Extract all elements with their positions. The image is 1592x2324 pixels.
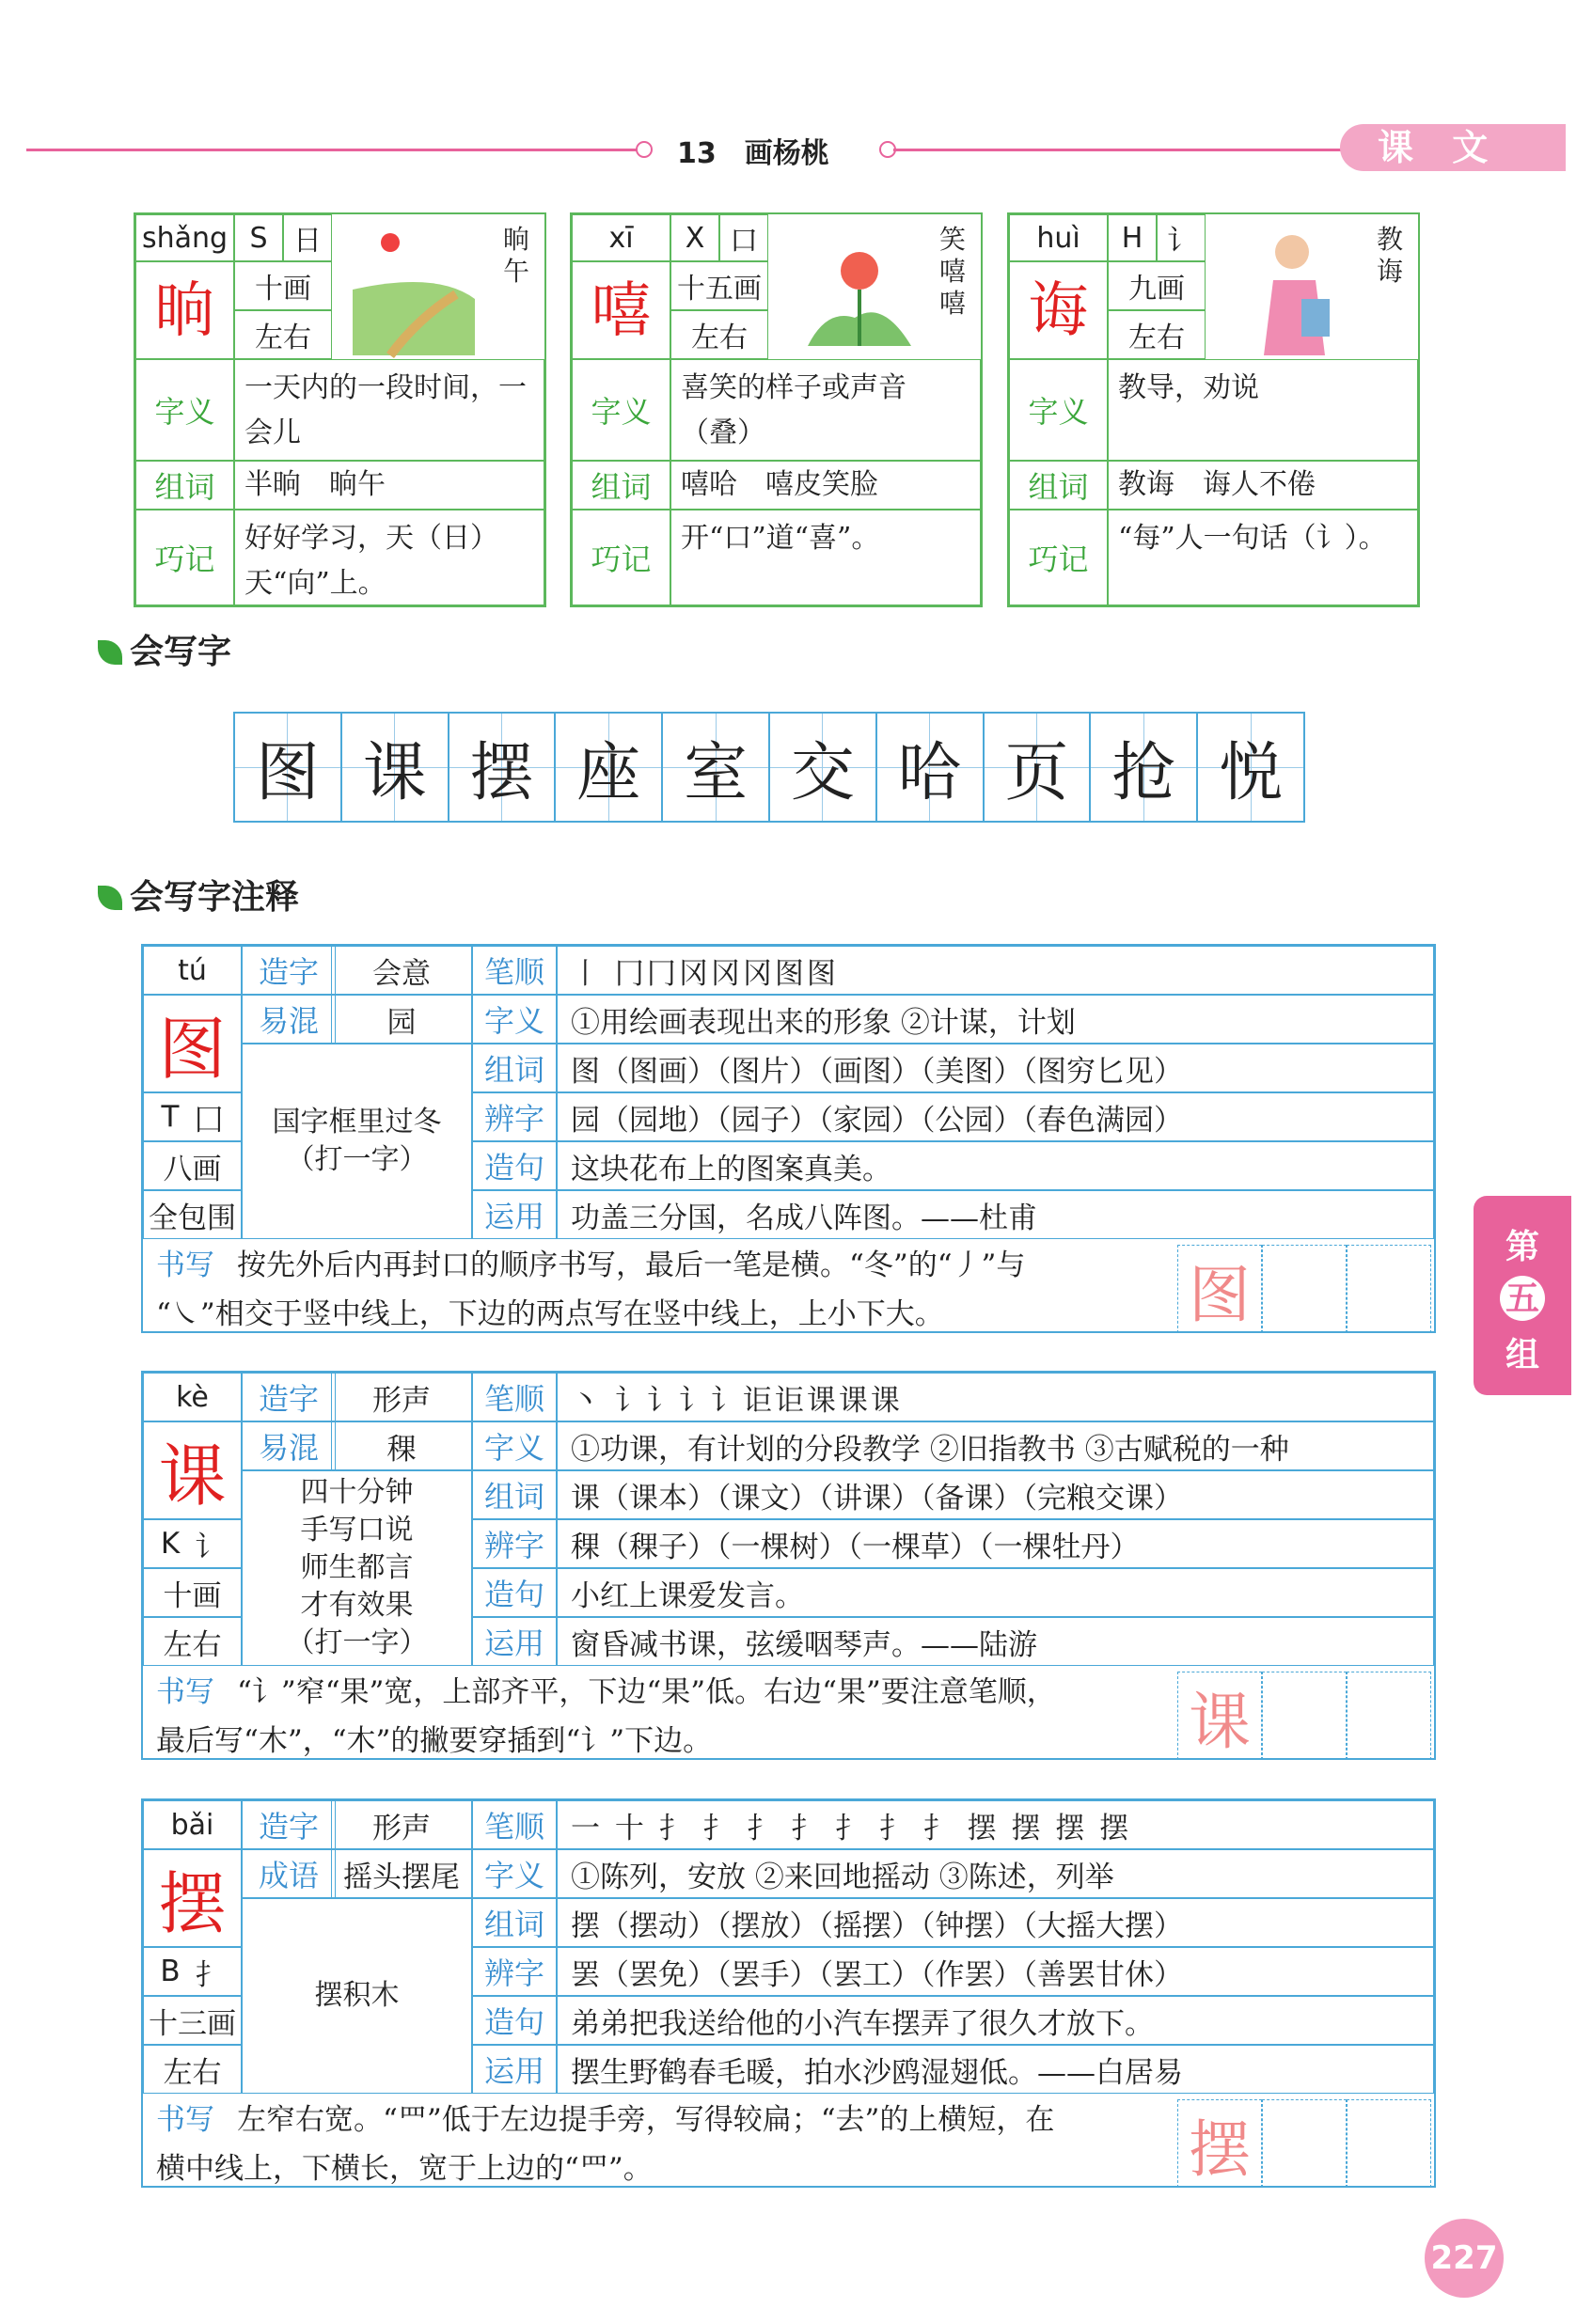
- write-char: 抢: [1091, 714, 1198, 821]
- writing-line-1: 左窄右宽。“罒”低于左边提手旁，写得较扁；“去”的上横短，在: [237, 2103, 1055, 2137]
- riddle-line: 师生都言: [300, 1551, 414, 1584]
- card-words: 教诲 诲人不倦: [1108, 461, 1418, 510]
- card-meaning: 教导，劝说: [1108, 359, 1418, 461]
- note-structure: 全包围: [143, 1190, 242, 1239]
- riddle-line: （打一字）: [286, 1626, 428, 1659]
- char-card: [134, 212, 546, 607]
- note-yihun: 稞: [331, 1421, 472, 1470]
- card-char: 嘻: [572, 261, 670, 359]
- char-note-block: [141, 1371, 1436, 1760]
- label-bishun: 笔顺: [472, 1373, 557, 1421]
- char-card: [570, 212, 983, 607]
- section-tab: 课 文: [1340, 124, 1566, 171]
- card-char: 晌: [135, 261, 234, 359]
- write-char: 页: [985, 714, 1092, 821]
- note-yunyong: 功盖三分国，名成八阵图。——杜甫: [557, 1190, 1434, 1239]
- card-strokes: 九画: [1108, 261, 1206, 310]
- label-zuci: 组词: [472, 1898, 557, 1947]
- leaf-icon: [98, 886, 122, 910]
- writing-line-2: 横中线上，下横长，宽于上边的“罒”。: [156, 2152, 653, 2186]
- writing-line-2: “㇏”相交于竖中线上，下边的两点写在竖中线上，上小下大。: [156, 1297, 944, 1331]
- write-char: 课: [342, 714, 449, 821]
- write-char: 室: [663, 714, 770, 821]
- note-radical: 扌: [195, 1957, 225, 1992]
- note-strokes: 八画: [143, 1141, 242, 1190]
- practice-box: [1347, 2099, 1431, 2188]
- illustration-caption: 晌午: [503, 224, 530, 287]
- card-pinyin: xī: [572, 214, 670, 261]
- label-bianzi: 辨字: [472, 1092, 557, 1141]
- note-zaozi: 形声: [331, 1373, 472, 1421]
- card-label-meaning: 字义: [135, 359, 234, 461]
- label-zaozi: 造字: [242, 946, 336, 995]
- practice-box: 摆: [1177, 2099, 1262, 2188]
- section-title-write: 会写字: [98, 625, 231, 673]
- card-letter: S: [234, 214, 283, 261]
- note-ziyi: ①功课，有计划的分段教学 ②旧指教书 ③古赋税的一种: [557, 1421, 1434, 1470]
- card-words: 半晌 晌午: [234, 461, 544, 510]
- note-letter-radical: [143, 1519, 242, 1568]
- note-yihun: 园: [331, 995, 472, 1044]
- note-bishun: 丶 讠讠讠讠讵讵课课课: [557, 1373, 1434, 1421]
- label-ziyi: 字义: [472, 1849, 557, 1898]
- write-char: 座: [556, 714, 663, 821]
- label-yihun: 易混: [242, 995, 336, 1044]
- writing-line-1: 按先外后内再封口的顺序书写，最后一笔是横。“冬”的“丿”与: [237, 1248, 1026, 1282]
- label-shuxie: 书写: [156, 1675, 214, 1709]
- label-zaozi: 造字: [242, 1373, 336, 1421]
- lesson-title: 13 画杨桃: [677, 137, 829, 170]
- practice-box: [1347, 1672, 1431, 1760]
- header-rule-right: [893, 149, 1345, 151]
- label-shuxie: 书写: [156, 1248, 214, 1282]
- card-label-meaning: 字义: [1009, 359, 1108, 461]
- riddle-area: [242, 1898, 472, 2094]
- riddle-line: 手写口说: [300, 1514, 414, 1547]
- card-pinyin: huì: [1009, 214, 1108, 261]
- note-char: 摆: [143, 1849, 242, 1947]
- label-yihun: 成语: [242, 1849, 336, 1898]
- card-label-words: 组词: [572, 461, 670, 510]
- card-label-meaning: 字义: [572, 359, 670, 461]
- card-mnemonic: “每”人一句话（讠）。: [1108, 510, 1418, 605]
- riddle-area: [242, 1470, 472, 1666]
- riddle-line: 四十分钟: [300, 1476, 414, 1509]
- write-char: 悦: [1198, 714, 1303, 821]
- card-meaning: 一天内的一段时间，一会儿: [234, 359, 544, 461]
- note-zuci: 摆（摆动）（摆放）（摇摆）（钟摆）（大摇大摆）: [557, 1898, 1434, 1947]
- label-zuci: 组词: [472, 1044, 557, 1092]
- note-zaoju: 弟弟把我送给他的小汽车摆弄了很久才放下。: [557, 1996, 1434, 2045]
- card-label-words: 组词: [1009, 461, 1108, 510]
- leaf-icon: [98, 640, 122, 665]
- card-structure: 左右: [670, 310, 768, 359]
- note-letter: B: [160, 1955, 181, 1988]
- card-label-mnemonic: 巧记: [1009, 510, 1108, 605]
- label-zaoju: 造句: [472, 1141, 557, 1190]
- writing-note: [156, 1668, 1172, 1766]
- practice-box: [1262, 1245, 1347, 1333]
- label-yunyong: 运用: [472, 1190, 557, 1239]
- note-bianzi: 罢（罢免）（罢手）（罢工）（作罢）（善罢甘休）: [557, 1947, 1434, 1996]
- label-bishun: 笔顺: [472, 946, 557, 995]
- card-letter: H: [1108, 214, 1157, 261]
- write-char: 图: [235, 714, 342, 821]
- note-radical: 囗: [194, 1103, 224, 1138]
- note-letter: T: [161, 1100, 180, 1134]
- label-bishun: 笔顺: [472, 1800, 557, 1849]
- card-strokes: 十画: [234, 261, 332, 310]
- illustration-caption: 教诲: [1377, 224, 1404, 287]
- note-pinyin: kè: [143, 1373, 242, 1421]
- practice-box: 课: [1177, 1672, 1262, 1760]
- note-bianzi: 稞（稞子）（一棵树）（一棵草）（一棵牡丹）: [557, 1519, 1434, 1568]
- note-letter: K: [160, 1527, 181, 1561]
- section-title-notes: 会写字注释: [98, 871, 299, 919]
- card-pinyin: shǎng: [135, 214, 234, 261]
- write-char-grid: [233, 712, 1305, 823]
- note-letter-radical: [143, 1947, 242, 1996]
- riddle-line: 国字框里过冬: [272, 1106, 442, 1138]
- side-tab-mid: 五: [1500, 1276, 1545, 1321]
- card-radical: 讠: [1157, 214, 1206, 261]
- note-bishun: 丨 冂冂冈冈冈图图: [557, 946, 1434, 995]
- label-bianzi: 辨字: [472, 1947, 557, 1996]
- practice-box: [1262, 2099, 1347, 2188]
- riddle-line: 摆积木: [314, 1979, 400, 2012]
- note-yunyong: 窗昏减书课，弦缓咽琴声。——陆游: [557, 1617, 1434, 1666]
- header-rule-left: [26, 149, 647, 151]
- write-char: 哈: [877, 714, 985, 821]
- riddle-area: [242, 1044, 472, 1239]
- note-yunyong: 摆生野鹤春毛暖，拍水沙鸥湿翅低。——白居易: [557, 2045, 1434, 2094]
- note-strokes: 十三画: [143, 1996, 242, 2045]
- header-dot-left: [636, 141, 653, 158]
- writing-note: [156, 2096, 1172, 2193]
- card-mnemonic: 开“口”道“喜”。: [670, 510, 981, 605]
- card-mnemonic: 好好学习，天（日）天“向”上。: [234, 510, 544, 605]
- note-zaoju: 这块花布上的图案真美。: [557, 1141, 1434, 1190]
- note-zaozi: 形声: [331, 1800, 472, 1849]
- label-zaoju: 造句: [472, 1568, 557, 1617]
- practice-box: [1262, 1672, 1347, 1760]
- note-char: 课: [143, 1421, 242, 1519]
- practice-box: [1347, 1245, 1431, 1333]
- label-yunyong: 运用: [472, 2045, 557, 2094]
- side-tab-bottom: 组: [1505, 1335, 1539, 1374]
- char-note-block: [141, 1798, 1436, 2188]
- card-radical: 日: [283, 214, 332, 261]
- note-zaoju: 小红上课爱发言。: [557, 1568, 1434, 1617]
- label-ziyi: 字义: [472, 1421, 557, 1470]
- card-letter: X: [670, 214, 719, 261]
- note-ziyi: ①用绘画表现出来的形象 ②计谋，计划: [557, 995, 1434, 1044]
- label-shuxie: 书写: [156, 2103, 214, 2137]
- card-words: 嘻哈 嘻皮笑脸: [670, 461, 981, 510]
- page-number: 227: [1425, 2219, 1504, 2298]
- note-zaozi: 会意: [331, 946, 472, 995]
- note-pinyin: tú: [143, 946, 242, 995]
- practice-box: 图: [1177, 1245, 1262, 1333]
- label-zaozi: 造字: [242, 1800, 336, 1849]
- note-ziyi: ①陈列，安放 ②来回地摇动 ③陈述，列举: [557, 1849, 1434, 1898]
- label-yihun: 易混: [242, 1421, 336, 1470]
- riddle-line: （打一字）: [286, 1143, 428, 1176]
- note-structure: 左右: [143, 2045, 242, 2094]
- char-note-block: [141, 944, 1436, 1333]
- note-radical: 讠: [195, 1530, 225, 1564]
- char-card: [1007, 212, 1420, 607]
- note-char: 图: [143, 995, 242, 1092]
- note-letter-radical: [143, 1092, 242, 1141]
- label-yunyong: 运用: [472, 1617, 557, 1666]
- card-meaning: 喜笑的样子或声音（叠）: [670, 359, 981, 461]
- riddle-line: 才有效果: [300, 1589, 414, 1622]
- card-label-mnemonic: 巧记: [135, 510, 234, 605]
- card-structure: 左右: [234, 310, 332, 359]
- side-tab-top: 第: [1505, 1227, 1539, 1266]
- card-char: 诲: [1009, 261, 1108, 359]
- note-zuci: 图（图画）（图片）（画图）（美图）（图穷匕见）: [557, 1044, 1434, 1092]
- note-structure: 左右: [143, 1617, 242, 1666]
- label-bianzi: 辨字: [472, 1519, 557, 1568]
- card-structure: 左右: [1108, 310, 1206, 359]
- note-yihun: 摇头摆尾: [331, 1849, 472, 1898]
- note-zuci: 课（课本）（课文）（讲课）（备课）（完粮交课）: [557, 1470, 1434, 1519]
- note-pinyin: bǎi: [143, 1800, 242, 1849]
- write-char: 交: [770, 714, 877, 821]
- writing-line-2: 最后写“木”，“木”的撇要穿插到“讠”下边。: [156, 1724, 713, 1758]
- label-zuci: 组词: [472, 1470, 557, 1519]
- card-radical: 口: [719, 214, 768, 261]
- card-label-words: 组词: [135, 461, 234, 510]
- writing-note: [156, 1241, 1172, 1339]
- unit-side-tab: [1474, 1196, 1571, 1395]
- card-label-mnemonic: 巧记: [572, 510, 670, 605]
- label-zaoju: 造句: [472, 1996, 557, 2045]
- writing-line-1: “讠”窄“果”宽，上部齐平，下边“果”低。右边“果”要注意笔顺，: [237, 1675, 1056, 1709]
- note-bianzi: 园（园地）（园子）（家园）（公园）（春色满园）: [557, 1092, 1434, 1141]
- card-strokes: 十五画: [670, 261, 768, 310]
- note-strokes: 十画: [143, 1568, 242, 1617]
- illustration-caption: 笑嘻嘻: [939, 224, 967, 319]
- label-ziyi: 字义: [472, 995, 557, 1044]
- note-bishun: 一 十 扌 扌 扌 扌 扌 扌 扌 摆 摆 摆 摆: [557, 1800, 1434, 1849]
- write-char: 摆: [449, 714, 557, 821]
